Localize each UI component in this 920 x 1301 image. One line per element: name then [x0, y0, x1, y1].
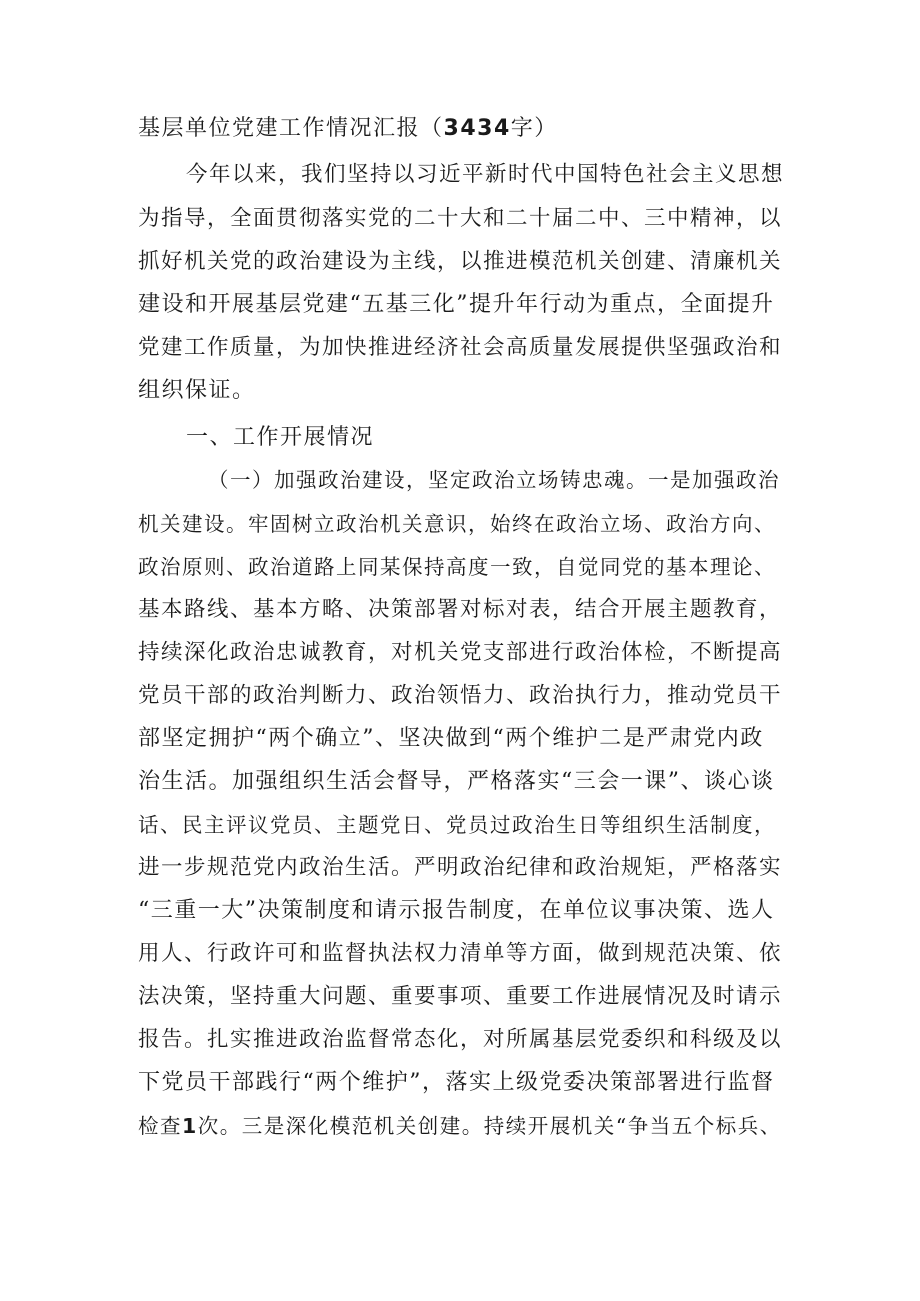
title-suffix: 字）: [510, 116, 558, 141]
last-line-after: 次。三是深化模范机关创建。持续开展机关“争当五个标兵、: [197, 1114, 782, 1138]
paragraph-line: “三重一大”决策制度和请示报告制度，在单位议事决策、选人: [138, 898, 775, 923]
title-word-count: 3434: [443, 116, 511, 141]
paragraph-line: 下党员干部践行“两个维护”，落实上级党委决策部署进行监督: [138, 1070, 775, 1095]
paragraph-line: 报告。扎实推进政治监督常态化，对所属基层党委织和科级及以: [138, 1027, 783, 1052]
paragraph-line: 进一步规范党内政治生活。严明政治纪律和政治规矩，严格落实: [138, 855, 783, 880]
section-heading: 一、工作开展情况: [186, 425, 375, 450]
paragraph-line: 持续深化政治忠诚教育，对机关党支部进行政治体检，不断提高: [138, 640, 783, 665]
title-text: 基层单位党建工作情况汇报（: [138, 116, 444, 141]
paragraph-line: 机关建设。牢固树立政治机关意识，始终在政治立场、政治方向、: [138, 512, 776, 536]
paragraph-line: 组织保证。: [138, 378, 256, 403]
paragraph-line-last: [138, 1109, 790, 1143]
paragraph-line: 话、民主评议党员、主题党日、党员过政治生日等组织生活制度，: [138, 813, 776, 837]
paragraph-line: 党建工作质量，为加快推进经济社会高质量发展提供坚强政治和: [138, 335, 783, 360]
paragraph-line: 建设和开展基层党建“五基三化”提升年行动为重点，全面提升: [138, 292, 775, 317]
paragraph-line: 治生活。加强组织生活会督导，严格落实“三会一课”、谈心谈: [138, 769, 775, 794]
paragraph-line: 部坚定拥护“两个确立”、坚决做到“两个维护二是严肃党内政: [138, 726, 764, 751]
paragraph-line: 法决策，坚持重大问题、重要事项、重要工作进展情况及时请示: [138, 984, 783, 1009]
paragraph-line: 今年以来，我们坚持以习近平新时代中国特色社会主义思想: [186, 162, 785, 187]
paragraph-line: 政治原则、政治道路上同某保持高度一致，自觉同党的基本理论、: [138, 555, 776, 579]
paragraph-line: 用人、行政许可和监督执法权力清单等方面，做到规范决策、依: [138, 941, 783, 966]
document-title: [138, 112, 790, 146]
paragraph-line: 抓好机关党的政治建设为主线，以推进模范机关创建、清廉机关: [138, 249, 783, 274]
last-line-number: 1: [182, 1114, 198, 1138]
paragraph-line: 党员干部的政治判断力、政治领悟力、政治执行力，推动党员干: [138, 683, 783, 708]
paragraph-line: 为指导，全面贯彻落实党的二十大和二十届二中、三中精神，以: [138, 206, 783, 231]
last-line-before: 检查: [138, 1114, 182, 1138]
paragraph-line: （一）加强政治建设，坚定政治立场铸忠魂。一是加强政治: [208, 468, 780, 492]
paragraph-line: 基本路线、基本方略、决策部署对标对表，结合开展主题教育，: [138, 597, 783, 622]
